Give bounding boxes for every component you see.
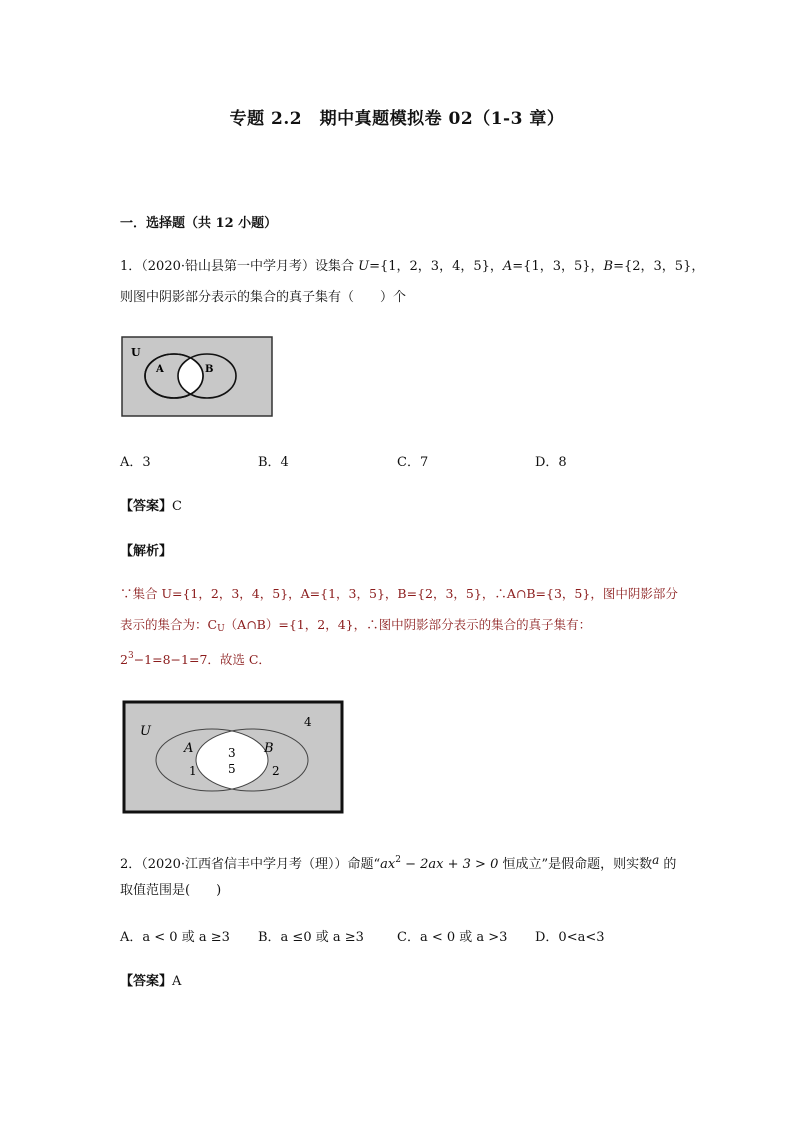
q1-analysis-line2-sub: U — [217, 624, 225, 634]
q1-stem-prefix: 1．（2020·铅山县第一中学月考）设集合 — [120, 259, 359, 274]
q2-expr-rest: − 2ax + 3 > 0 — [400, 857, 499, 872]
q1-venn-label-u: U — [131, 346, 141, 359]
q1-set-a: A — [502, 259, 513, 274]
q1-set-u: U — [358, 259, 370, 274]
q1-analysis-line1: ∵集合 U={1，2，3，4，5}，A={1，3，5}，B={2，3，5}，∴A∩B={3，5}，图中阴影部分 — [120, 586, 678, 601]
q1-analysis-line2-pre: 表示的集合为：C — [120, 617, 218, 632]
q1-analysis-venn-overlay — [122, 700, 344, 814]
q1-stem-line2: 则图中阴影部分表示的集合的真子集有（ ）个 — [120, 290, 407, 305]
q1-analysis-venn-label-5: 5 — [228, 762, 236, 776]
q1-analysis-venn-label-b: B — [264, 741, 274, 756]
q1-analysis-venn-label-3: 3 — [228, 746, 236, 760]
q1-set-b-value: ={2，3，5}， — [613, 259, 705, 274]
q2-answer-label: 【答案】 — [120, 974, 173, 989]
q1-option-c[interactable]: C．7 — [397, 455, 429, 470]
q1-analysis-line2 — [120, 615, 591, 639]
q1-stem-line1 — [120, 257, 704, 277]
q1-analysis-label: 【解析】 — [120, 544, 173, 559]
q1-option-a[interactable]: A．3 — [120, 455, 151, 470]
q1-venn-diagram — [121, 336, 273, 417]
q2-expr-sup: 2 — [395, 855, 401, 865]
q2-stem-line2: 取值范围是( ) — [120, 883, 222, 898]
q1-analysis-venn-label-2: 2 — [272, 764, 280, 778]
q1-set-a-value: ={1，3，5}， — [512, 259, 604, 274]
q1-analysis-line2-post: （A∩B）={1，2，4}，∴图中阴影部分表示的集合的真子集有： — [224, 617, 592, 632]
q1-answer-label: 【答案】 — [120, 499, 173, 514]
q1-venn-label-b: B — [205, 364, 214, 375]
q2-option-d[interactable]: D．0<a<3 — [535, 930, 605, 945]
q2-option-b[interactable]: B．a ≤0 或 a ≥3 — [258, 930, 364, 945]
q2-stem-line1 — [120, 850, 676, 875]
q1-analysis-venn-label-a: A — [184, 741, 194, 756]
q1-option-d[interactable]: D．8 — [535, 455, 567, 470]
q1-analysis-line3-sup: 3 — [127, 651, 134, 661]
q2-var-a: a — [652, 853, 660, 867]
q2-stem-tail: 的 — [659, 857, 677, 872]
q2-answer — [120, 970, 181, 989]
q1-answer — [120, 495, 182, 514]
section-heading: 一．选择题（共 12 小题） — [120, 216, 278, 231]
q1-set-u-value: ={1，2，3，4，5}， — [369, 259, 503, 274]
q1-venn-label-a: A — [156, 364, 164, 375]
q1-set-b: B — [603, 259, 614, 274]
q2-stem-prefix: 2．（2020·江西省信丰中学月考（理））命题“ — [120, 857, 381, 872]
q1-analysis-line3 — [120, 646, 271, 670]
q2-expr-a: ax — [380, 857, 396, 872]
q2-option-a[interactable]: A．a < 0 或 a ≥3 — [120, 930, 230, 945]
q1-option-b[interactable]: B．4 — [258, 455, 289, 470]
q1-analysis-line3-base: 2 — [120, 652, 128, 667]
q1-answer-value: C — [172, 499, 182, 514]
q1-analysis-venn-label-u: U — [140, 724, 151, 739]
q2-answer-value: A — [172, 974, 182, 989]
q1-analysis-venn-label-1: 1 — [189, 764, 197, 778]
page-title: 专题 2.2 期中真题模拟卷 02（1-3 章） — [229, 109, 565, 129]
q2-stem-post: 恒成立”是假命题，则实数 — [498, 857, 653, 872]
q1-analysis-line3-post: −1=8−1=7．故选 C． — [133, 652, 271, 667]
q1-analysis-venn-label-4: 4 — [304, 715, 312, 729]
q2-option-c[interactable]: C．a < 0 或 a >3 — [397, 930, 508, 945]
